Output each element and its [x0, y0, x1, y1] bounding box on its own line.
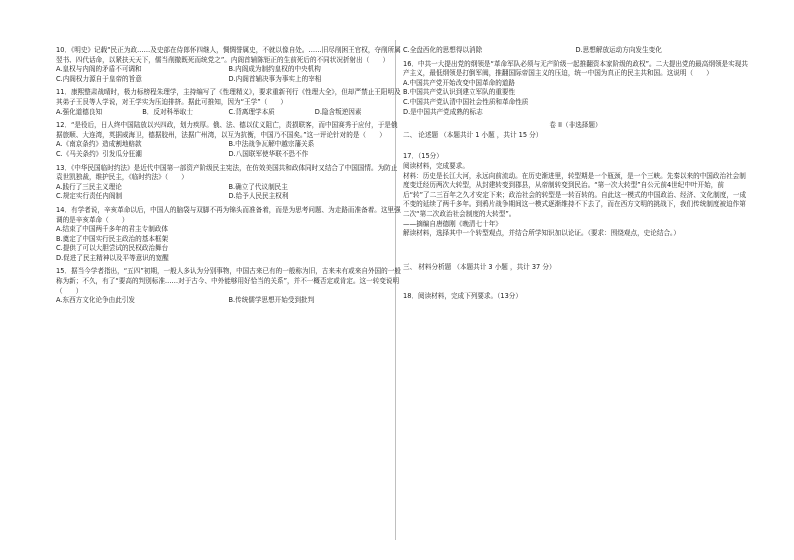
question-16-stem: 16．中共一大提出党的纲领是“革命军队必须与无产阶级一起推翻资本家阶级的政权”。二大提出党的最高纲领是实现共产主义，最低纲领是打倒军阀，推翻国际帝国主义的压迫，统一中国为真正的民主共和国。这说明（ ）: [403, 59, 748, 78]
section-2-heading: 二、 论述题 （本题共计 1 小题 ，共计 15 分）: [403, 130, 543, 139]
question-13-option-b[interactable]: B.确立了代议制民主: [228, 182, 288, 191]
question-10-stem: 10．《明史》记载“民正为政……及史部在侍郎怀四继人，惆惆誉属史，不就以像自处。……旧尽削困王官权，夺削所属翌书、四代话命，以紧扶天天下，儒当削撤既死而统党之”。内阁首辅陈钜正的生前死后的不同状况折射出（ ）: [56, 46, 401, 64]
question-13-option-d[interactable]: D.给予人民民主权利: [228, 192, 289, 201]
question-10-options-row1: [56, 65, 401, 75]
question-17-intro: 阅读材料，完成要求。: [403, 161, 469, 170]
question-12-option-b[interactable]: B.中法战争瓦解中越宗藩关系: [228, 140, 315, 149]
question-16-option-a[interactable]: A.中国共产党开始改变中国革命的道路: [403, 78, 515, 87]
question-15-options-row2: [403, 46, 748, 56]
question-10-option-c[interactable]: C.内阁权力源自于皇帝的旨意: [56, 74, 142, 83]
question-17-material: 材料：历史是长江大河，永远向前流动。在历史渐进里，转型期是一个瓶颈，是一个三峡。先秦以来的中国政治社会制度变迁经历两次大转型，从封建转变到郡县，从帝制转变到民治。“第一次大转型”自公元前4世纪中叶开始，前后“转”了二三百年之久才安定下来；政治社会的转型是一转百转的。自此这一模式的中国政治、经济、文化制度，一成不变的延续了两千多年。到鸦片战争期间这一模式逐渐维持不下去了，而在西方文明的挑战下，我们传统制度被迫作第二次“第二次政治社会制度的大转型”。: [403, 171, 747, 218]
question-16-option-d[interactable]: D.是中国共产党成熟的标志: [403, 107, 483, 116]
question-15-option-d[interactable]: D.思想解放运动方向发生变化: [575, 46, 662, 54]
question-16-option-c[interactable]: C.中国共产党认清中国社会性质和革命性质: [403, 97, 529, 106]
section-3-heading: 三、 材料分析题 （本题共计 3 小题 ，共计 37 分）: [403, 262, 556, 271]
question-11-option-d[interactable]: D.隐含叛逆因素: [314, 107, 362, 116]
question-11-option-a[interactable]: A.强化道德良知: [56, 107, 103, 116]
question-10-options-row2: [56, 75, 401, 85]
part-2-title: 卷 II（非选择题）: [549, 121, 602, 130]
question-12-option-c[interactable]: C.《马关条约》引发瓜分狂潮: [56, 149, 142, 158]
question-14-stem: 14．有学者说，辛亥革命以后，中国人的脑袋与双脚不再为锦头而准备着，而是为思考问题、为走路而准备着。这里强调的是辛亥革命（ ）: [56, 205, 401, 224]
question-11-options: [56, 108, 401, 118]
question-12-stem: 12．“是役后，日人终中国陆放以兴四政，划力疾厚。俄、法、德以仗义阻亡，责损联客，而中国赛秀于应付，于是俄据旅顺、大连湾，英据威海卫，德据胶州，法据广州湾，以互为抗衡，中国乃不国矣。”这一评论针对的是（ ）: [56, 121, 398, 139]
question-11-stem: 11．康熙整肃战晴时，极力标榜程朱理学，主持编写了《性理精义》，要求重新刊行《性理大全》，但却严禁止王阳明及其弟子王艮等人学说，对王学实为压迫排挤。据此可推知，因为“王学”（ ）: [56, 88, 401, 106]
question-10-option-b[interactable]: B.内阁成为制约皇权的中央机构: [228, 65, 321, 74]
question-13-options-row1: [56, 183, 401, 193]
question-14-option-d[interactable]: D.促进了民主精神以及平等意识的宽醒: [56, 253, 169, 262]
question-12-option-a[interactable]: A.《南京条约》造成割地赔款: [56, 140, 142, 149]
question-15-options-row1: [56, 296, 401, 306]
question-17-source: ——摘编自唐德刚《晚清七十年》: [403, 219, 502, 228]
question-13-options-row2: [56, 192, 401, 202]
question-15-option-c[interactable]: C.全盘西化的思想得以消除: [403, 46, 483, 54]
question-12-options-row1: [56, 140, 401, 150]
left-column: [56, 46, 401, 306]
question-10-option-d[interactable]: D.内阁首辅决事为事实上的宰相: [228, 74, 322, 83]
question-13-stem: 13．《中华民国临时约法》是近代中国第一部资产阶级民主宪法，在仿效美国共和政体同时又结合了中国国情。为防止袁世凯独裁，维护民主，《临时约法》（ ）: [56, 163, 398, 182]
question-12-option-d[interactable]: D.八国联军使华联不恐不作: [228, 149, 309, 158]
question-13-option-a[interactable]: A.践行了三民主义理论: [56, 182, 122, 191]
question-15-stem: 15．据当今学者指出，“五四”初期，一般人多认为分别事物，中国古来已有的一般称为旧，古来未有或来自外国的一般称为新；不久，有了“要高的判别标准……对于古今、中外能够用好恰当的关系”，并不一概否定或肯定。这一转变说明（ ）: [56, 267, 401, 295]
question-17-task: 解读材料，选择其中一个转型观点，并结合所学知识加以论证。（要求：围绕观点，史论结合。）: [403, 229, 680, 238]
question-15-option-b[interactable]: B.传统儒学思想开始受到批判: [228, 296, 315, 305]
question-18-stem: 18．阅读材料，完成下列要求。（13分）: [403, 292, 522, 301]
question-14-option-a[interactable]: A.结束了中国两千多年的君主专制政体: [56, 225, 168, 234]
question-12-options-row2: [56, 150, 401, 160]
question-11-option-b[interactable]: B．反对科举取士: [142, 107, 193, 116]
question-14-option-c[interactable]: C.提供了可以大胆尝试的民权政治舞台: [56, 244, 169, 253]
question-14-option-b[interactable]: B.奠定了中国实行民主政治的基本框架: [56, 234, 169, 243]
question-10-option-a[interactable]: A.皇权与内阁的矛盾不可调和: [56, 65, 142, 74]
question-17-number: 17．（15分）: [403, 152, 443, 161]
question-16-option-b[interactable]: B.中国共产党认识到建立军队的重要性: [403, 88, 516, 97]
question-13-option-c[interactable]: C.规定实行责任内阁制: [56, 192, 123, 201]
question-11-option-c[interactable]: C.背离理学本质: [228, 107, 275, 116]
question-15-option-a[interactable]: A.东西方文化论争由此引发: [56, 296, 136, 305]
right-column: [403, 46, 748, 302]
